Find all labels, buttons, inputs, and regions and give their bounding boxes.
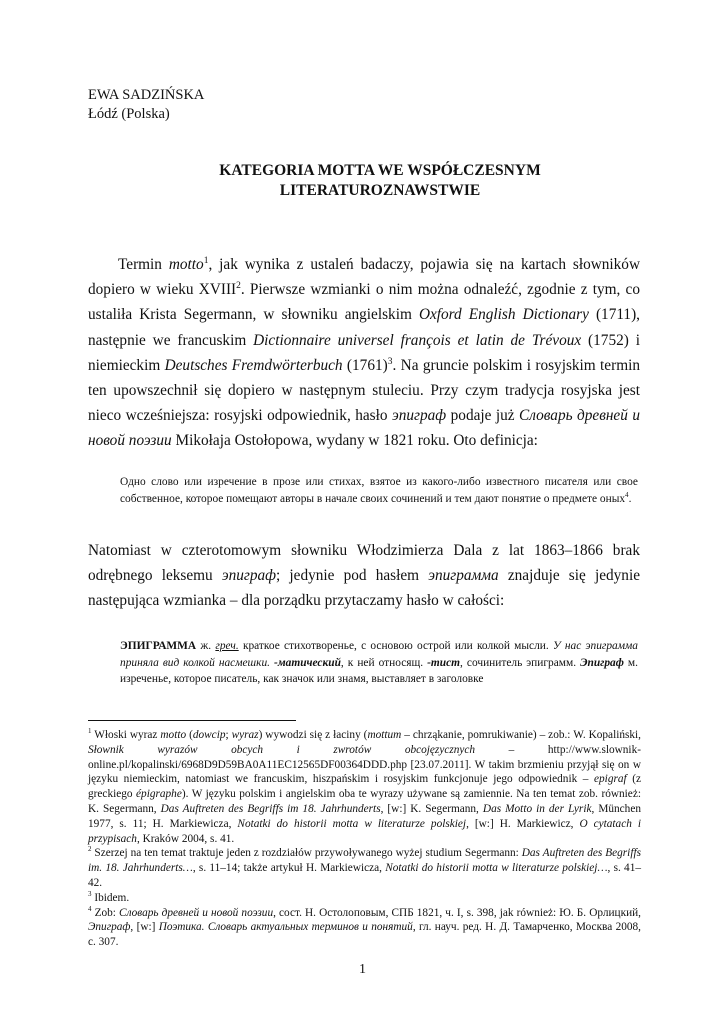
text: Эпиграф	[88, 921, 131, 934]
text: Mikołaja Ostołopowa, wydany w 1821 roku. Oto definicja:	[171, 432, 538, 450]
text: O cytatach i przypisach	[88, 817, 642, 845]
footnote-number: 2	[88, 845, 92, 854]
text: , гл. науч. ред. Н. Д. Тамарченко, Москва 2008, с. 307.	[88, 921, 642, 949]
text: (z greckiego	[88, 773, 641, 801]
footnote-4	[88, 906, 641, 950]
block-quote-1	[120, 474, 638, 507]
title-line-1: KATEGORIA MOTTA WE WSPÓŁCZESNYM	[219, 162, 541, 179]
quote-end: .	[628, 492, 632, 505]
footnotes	[88, 728, 641, 950]
text: , [w:] H. Markiewicz,	[466, 817, 580, 830]
text: , [w:] K. Segermann,	[380, 802, 483, 815]
text: Termin	[118, 256, 169, 273]
footnote-ref-4[interactable]: 4	[625, 490, 629, 499]
quote-text: Одно слово или изречение в прозе или стихах, взятое из какого-либо известного писателя или свое собственное, которое помещают авторы в начале своих сочинений и тем дают понятие о предмете оных	[120, 476, 638, 505]
entry-head: ЭПИГРАММА	[120, 640, 197, 652]
text: podaje już	[446, 407, 520, 425]
footnote-ref-1[interactable]: 1	[203, 255, 209, 266]
text: , jak wynika z ustaleń badaczy, pojawia się na kartach słowników dopiero w wieku XVIII	[88, 256, 641, 299]
text: ) wywodzi się z łaciny (	[258, 729, 368, 741]
text: epigraf	[594, 773, 627, 786]
text: dowcip	[192, 729, 226, 741]
text: ). W języku polskim i angielskim oba te wyrazy używane są zamiennie. Na ten temat zob. również: K. Segermann,	[88, 788, 641, 815]
term-epigramma: эпиграмма	[428, 567, 499, 585]
text: , s. 41–42.	[88, 862, 642, 889]
text: Notatki do historii motta w literaturze polskiej	[237, 817, 467, 830]
footnote-ref-2[interactable]: 2	[236, 281, 241, 292]
text: Zob:	[91, 906, 120, 919]
text: , сост. Н. Остолоповым, СПБ 1821, ч. I, s. 398, jak również: Ю. Б. Орлицкий,	[273, 906, 641, 919]
text: znajduje się jedynie następująca wzmianka – dla porządku przytaczamy hasło w całości:	[88, 567, 640, 610]
text: Das Auftreten des Begriffs im. 18. Jahrhunderts…	[88, 847, 641, 875]
footnote-number: 4	[88, 904, 92, 913]
footnote-1	[88, 728, 641, 846]
footnote-number: 3	[88, 890, 92, 898]
text: – chrząkanie, pomrukiwanie) – zob.: W. Kopaliński,	[401, 729, 641, 741]
footnote-number: 1	[88, 727, 92, 736]
text: м. изреченье, которое писатель, как значок или знамя, выставляет в заголовке	[120, 656, 638, 686]
footnote-3	[88, 891, 641, 906]
text: краткое стихотворенье, с основою острой или колкой мысли.	[238, 640, 553, 652]
text: , [w:]	[130, 921, 159, 934]
text: Szerzej na ten temat traktuje jeden z rozdziałów przywoływanego wyżej studium Segermann:	[91, 847, 522, 860]
text: mottum	[367, 729, 402, 741]
title-line-2: LITERATUROZNAWSTWIE	[279, 182, 481, 199]
text: Natomiast w czterotomowym słowniku Włodzimierza Dala z lat 1863–1866 brak odrębnego leksemu	[88, 542, 640, 585]
author-block	[88, 86, 204, 124]
title-dict-fr: Dictionnaire universel françois et latin de Trévoux	[253, 331, 582, 349]
derivative-3: Эпиграф	[580, 656, 624, 669]
example-italic: У нас эпиграмма приняла вид колкой насмешки.	[120, 640, 638, 669]
block-quote-2	[120, 638, 638, 688]
text: ;	[225, 729, 232, 741]
text: motto	[160, 729, 187, 741]
text: Słownik wyrazów obcych i zwrotów obcojęzycznych	[88, 743, 476, 756]
text: . Pierwsze wzmianki o nim można odnaleźć, zgodnie z tym, co ustaliła Krista Segermann, w słowniku angielskim	[88, 281, 640, 324]
page-number: 1	[359, 962, 366, 977]
text: , s. 11–14; także artykuł H. Markiewicza,	[192, 862, 386, 875]
text: (1761)	[342, 356, 388, 374]
text: wyraz	[231, 729, 259, 741]
footnote-2	[88, 846, 641, 890]
title-oed: Oxford English Dictionary	[418, 306, 589, 324]
text: épigraphe	[136, 788, 182, 801]
author-affiliation: Łódź (Polska)	[88, 106, 170, 122]
text: . Na gruncie polskim i rosyjskim termin ten upowszechnił się dopiero w następnym stuleciu. Przy czym tradycja rosyjska jest nieco wcześniejsza: rosyjski odpowiednik, hasło	[88, 356, 640, 425]
text: , München 1977, s. 11; H. Markiewicza,	[88, 802, 641, 830]
text: (1752) i niemieckim	[88, 331, 640, 374]
text: , к ней относящ.	[340, 656, 428, 669]
text: – http://www.slownik-online.pl/kopalinski/6968D9D59BA0A11EC12565DF00364DDD.php [23.07.2011]. W takim brzmieniu przyjął się on w języku niemieckim, natomiast we francuskim, hiszpańskim i rosyjskim funkcjonuje jego odpowiednik –	[88, 743, 641, 786]
footnote-ref-3[interactable]: 3	[387, 356, 393, 367]
text: , Kraków 2004, s. 41.	[136, 832, 235, 845]
abbr-grech: греч.	[215, 640, 239, 652]
term-epigraf: эпиграф	[392, 407, 447, 425]
text: (	[186, 729, 193, 741]
term-epigraf: эпиграф	[221, 567, 277, 585]
paragraph-2	[88, 538, 640, 614]
text: Włoski wyraz	[91, 729, 161, 741]
text: Das Auftreten des Begriffs im 18. Jahrhunderts	[160, 802, 381, 815]
derivative-2: -тист	[427, 656, 461, 669]
text: Ibidem.	[91, 891, 130, 904]
title-slovar: Словарь древней и новой поэзии	[88, 407, 640, 450]
text: ; jedynie pod hasłem	[276, 567, 429, 585]
article-title	[80, 161, 680, 201]
text: (1711), następnie we francuskim	[88, 306, 640, 349]
paragraph-1	[88, 252, 640, 454]
derivative-1: -матический	[274, 656, 341, 669]
footnote-separator	[88, 720, 296, 721]
text: Notatki do historii motta w literaturze polskiej…	[385, 862, 608, 875]
text: ж.	[196, 640, 216, 652]
text: Das Motto in der Lyrik	[482, 802, 592, 815]
text: , сочинитель эпиграмм.	[460, 656, 581, 669]
author-name: EWA SADZIŃSKA	[88, 87, 205, 103]
title-dict-de: Deutsches Fremdwörterbuch	[164, 356, 343, 374]
text: Поэтика. Словарь актуальных терминов и понятий	[158, 921, 413, 934]
term-motto: motto	[168, 256, 204, 273]
text: Словарь древней и новой поэзии	[119, 906, 274, 919]
